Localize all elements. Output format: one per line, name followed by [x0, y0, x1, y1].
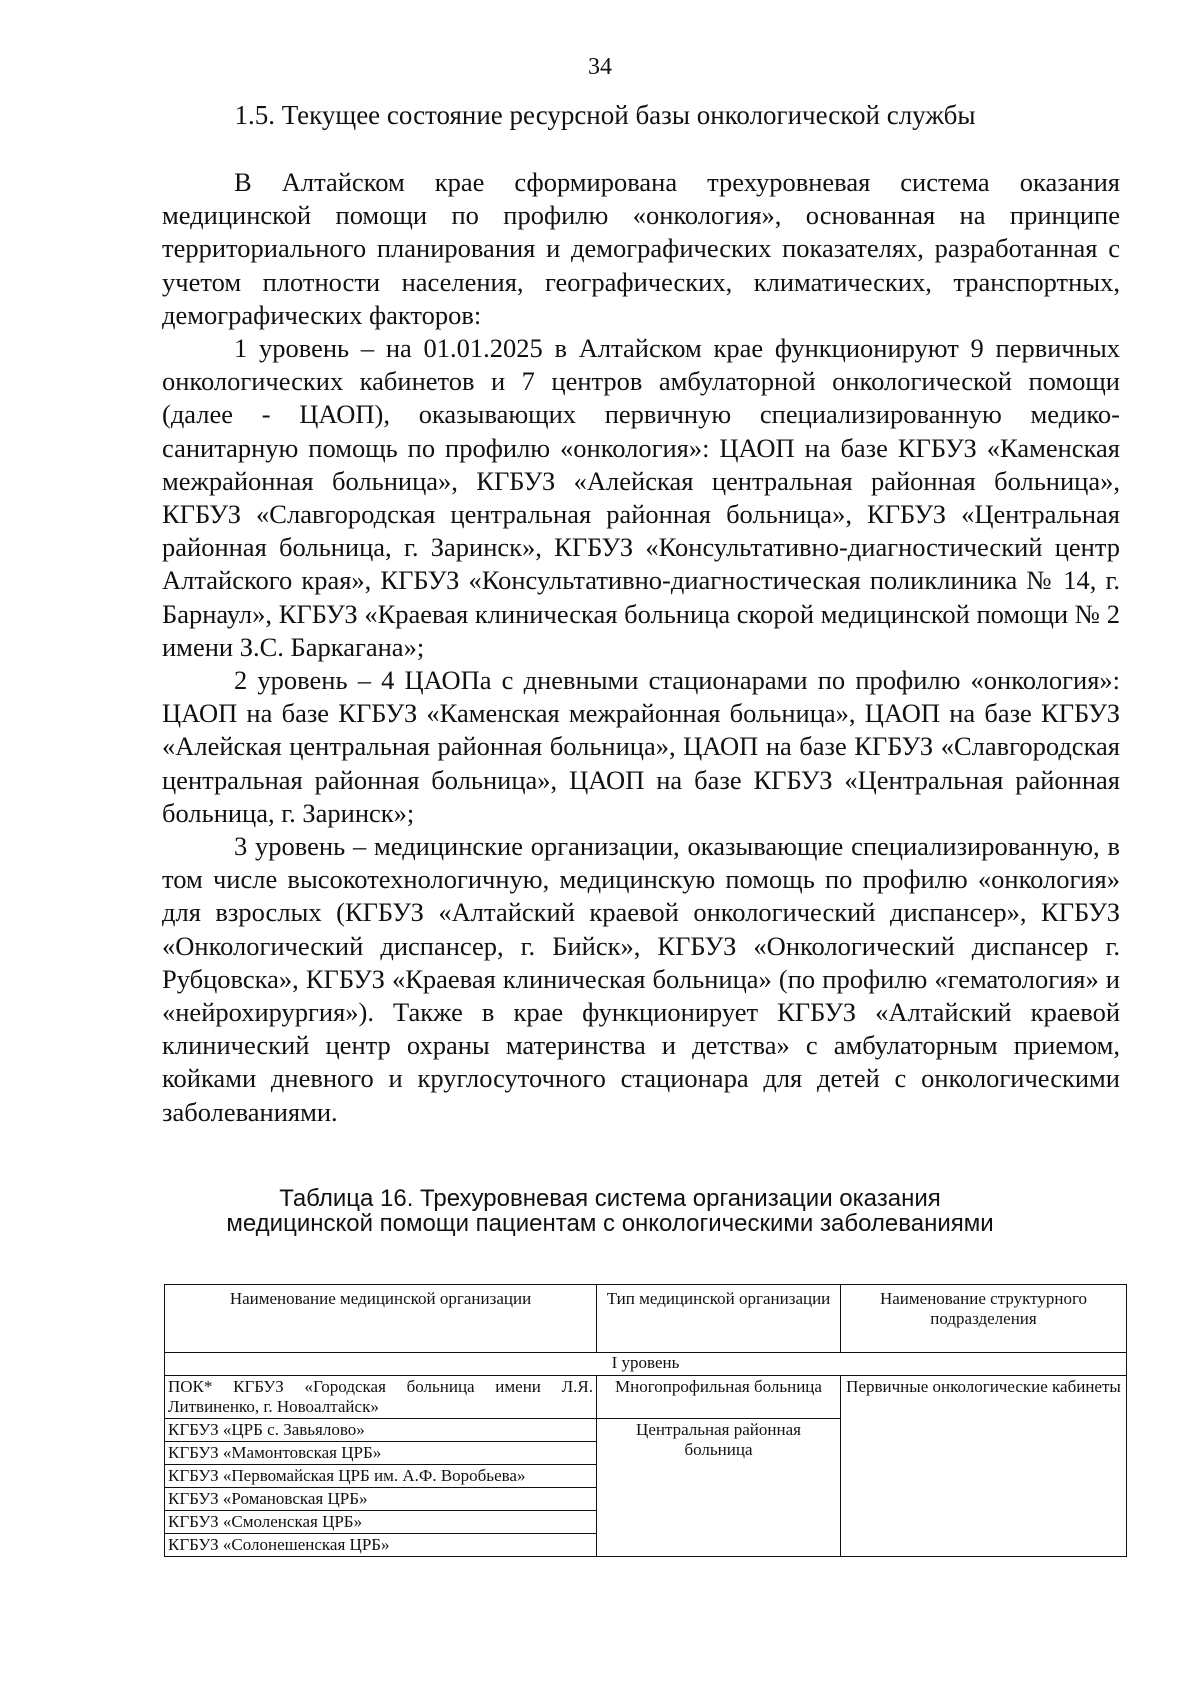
- organization-name-cell: КГБУЗ «Смоленская ЦРБ»: [165, 1511, 597, 1534]
- document-body: [162, 166, 1120, 1129]
- organization-type-cell: Многопрофильная больница: [597, 1376, 841, 1419]
- table-caption-line-1: Таблица 16. Трехуровневая система организации оказания: [279, 1185, 941, 1212]
- paragraph-level-3: 3 уровень – медицинские организации, оказывающие специализированную, в том числе высокотехнологичную, медицинскую помощь по профилю «онкология» для взрослых (КГБУЗ «Алтайский краевой онкологический диспансер», КГБУЗ «Онкологический диспансер, г. Бийск», КГБУЗ «Онкологический диспансер г. Рубцовска», КГБУЗ «Краевая клиническая больница» (по профилю «гематология» и «нейрохирургия»). Также в крае функционирует КГБУЗ «Алтайский краевой клинический центр охраны материнства и детства» с амбулаторным приемом, койками дневного и круглосуточного стационара для детей с онкологическими заболеваниями.: [162, 831, 1120, 1127]
- organization-name-cell: КГБУЗ «Мамонтовская ЦРБ»: [165, 1442, 597, 1465]
- table-row: [165, 1376, 1127, 1419]
- organization-name-cell: КГБУЗ «Первомайская ЦРБ им. А.Ф. Воробьева»: [165, 1465, 597, 1488]
- organization-name-cell: КГБУЗ «Солонешенская ЦРБ»: [165, 1534, 597, 1557]
- table-caption: [150, 1186, 1070, 1236]
- header-organization-type: Тип медицинской организации: [597, 1285, 841, 1353]
- paragraph-intro: В Алтайском крае сформирована трехуровневая система оказания медицинской помощи по профилю «онкология», основанная на принципе территориального планирования и демографических показателях, разработанная с учетом плотности населения, географических, климатических, транспортных, демографических факторов:: [162, 167, 1120, 330]
- page-number: 34: [588, 54, 612, 80]
- organizations-table: [164, 1284, 1127, 1557]
- paragraph-level-1: 1 уровень – на 01.01.2025 в Алтайском крае функционируют 9 первичных онкологических кабинетов и 7 центров амбулаторной онкологической помощи (далее - ЦАОП), оказывающих первичную специализированную медико-санитарную помощь по профилю «онкология»: ЦАОП на базе КГБУЗ «Каменская межрайонная больница», КГБУЗ «Алейская центральная районная больница», КГБУЗ «Славгородская центральная районная больница», КГБУЗ «Центральная районная больница, г. Заринск», КГБУЗ «Консультативно-диагностический центр Алтайского края», КГБУЗ «Консультативно-диагностическая поликлиника № 14, г. Барнаул», КГБУЗ «Краевая клиническая больница скорой медицинской помощи № 2 имени З.С. Баркагана»;: [162, 333, 1120, 662]
- organization-type-cell: Центральная районная больница: [597, 1419, 841, 1557]
- organizations-table-wrapper: [164, 1284, 1126, 1557]
- level-label: I уровень: [165, 1353, 1127, 1376]
- table-header-row: [165, 1285, 1127, 1353]
- structural-unit-cell: Первичные онкологические кабинеты: [841, 1376, 1127, 1557]
- organization-name-cell: КГБУЗ «Романовская ЦРБ»: [165, 1488, 597, 1511]
- section-heading: 1.5. Текущее состояние ресурсной базы онкологической службы: [234, 100, 976, 130]
- organization-name-cell: КГБУЗ «ЦРБ с. Завьялово»: [165, 1419, 597, 1442]
- header-structural-unit: Наименование структурного подразделения: [841, 1285, 1127, 1353]
- table-level-row: [165, 1353, 1127, 1376]
- header-organization-name: Наименование медицинской организации: [165, 1285, 597, 1353]
- organization-name-cell: ПОК* КГБУЗ «Городская больница имени Л.Я. Литвиненко, г. Новоалтайск»: [165, 1376, 597, 1419]
- paragraph-level-2: 2 уровень – 4 ЦАОПа с дневными стационарами по профилю «онкология»: ЦАОП на базе КГБУЗ «Каменская межрайонная больница», ЦАОП на базе КГБУЗ «Алейская центральная районная больница», ЦАОП на базе КГБУЗ «Славгородская центральная районная больница», ЦАОП на базе КГБУЗ «Центральная районная больница, г. Заринск»;: [162, 665, 1120, 828]
- table-caption-line-2: медицинской помощи пациентам с онкологическими заболеваниями: [226, 1210, 994, 1237]
